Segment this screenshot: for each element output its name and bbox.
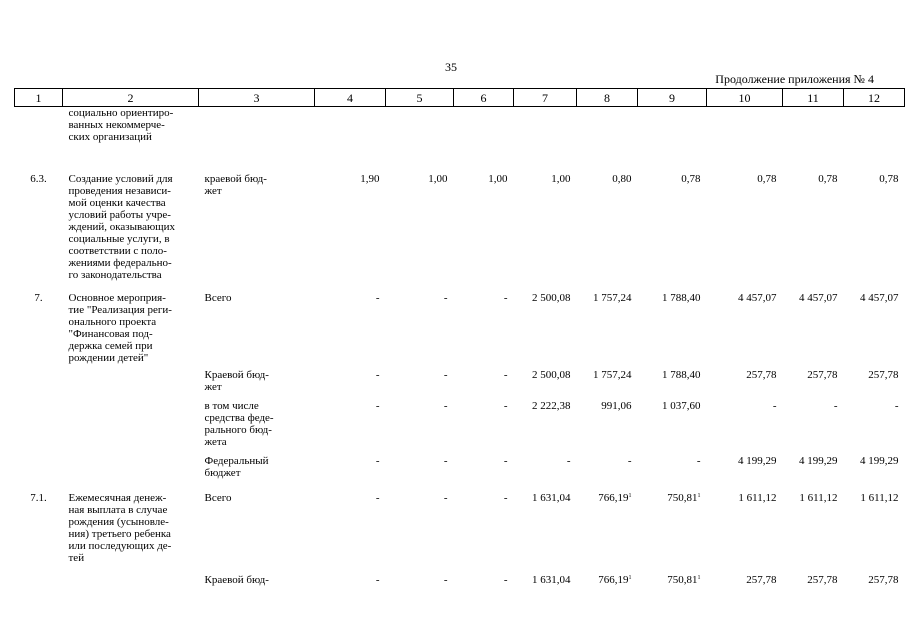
- value-cell: -: [503, 400, 508, 412]
- table-row: [15, 395, 905, 450]
- page-number: 35: [445, 60, 457, 74]
- value-cell: -: [443, 492, 448, 504]
- header-cell: 2: [63, 89, 199, 107]
- value-cell: -: [566, 455, 571, 467]
- row-number: 7.1.: [30, 492, 47, 504]
- funding-source: Краевой бюд-: [204, 574, 269, 586]
- measure-name: Создание условий для проведения независи- мой оценки качества условий работы учре- ждений, оказывающих социальные услуги, в соответствии с поло- жениями федерально- го законодательства: [68, 173, 176, 281]
- value-cell: 1 611,12: [860, 492, 899, 504]
- value-cell: 750,81$^1$: [667, 574, 701, 586]
- header-cell: 10: [707, 89, 783, 107]
- table-row: [15, 107, 905, 148]
- value-cell: 1 631,04: [532, 574, 571, 586]
- value-cell: [707, 107, 783, 148]
- footnote-marker: 1: [697, 493, 701, 499]
- budget-table: [14, 88, 905, 590]
- value-cell: -: [503, 292, 508, 304]
- value-cell: 0,78: [879, 173, 899, 185]
- value-cell: -: [503, 492, 508, 504]
- value-cell: 766,19$^1$: [598, 492, 632, 504]
- header-cell: 3: [199, 89, 315, 107]
- value-cell: 2 500,08: [532, 369, 571, 381]
- value-cell: -: [375, 574, 380, 586]
- table-row: [15, 450, 905, 479]
- header-cell: 6: [454, 89, 514, 107]
- value-cell: 1 611,12: [738, 492, 777, 504]
- continuation-label: Продолжение приложения № 4: [715, 72, 874, 86]
- value-cell: -: [375, 369, 380, 381]
- value-cell: 4 199,29: [799, 455, 838, 467]
- value-cell: 257,78: [746, 574, 777, 586]
- value-cell: 2 500,08: [532, 292, 571, 304]
- value-cell: 1 788,40: [662, 292, 701, 304]
- measure-name: [63, 395, 199, 450]
- header-cell: 5: [386, 89, 454, 107]
- row-number: [15, 564, 63, 590]
- measure-name: Основное мероприя- тие "Реализация реги- онального проекта "Финансовая под- держка семей при рождении детей": [68, 292, 172, 364]
- value-cell: 1,00: [551, 173, 571, 185]
- measure-name: социально ориентиро- ванных некоммерче- ских организаций: [68, 107, 174, 143]
- value-cell: 1,00: [488, 173, 508, 185]
- table-row: [15, 147, 905, 281]
- header-cell: 1: [15, 89, 63, 107]
- row-number: [15, 364, 63, 395]
- value-cell: 1 037,60: [662, 400, 701, 412]
- table-row: [15, 281, 905, 364]
- footnote-marker: 1: [628, 575, 632, 581]
- value-cell: 750,81$^1$: [667, 492, 701, 504]
- funding-source: Федеральный бюджет: [204, 455, 269, 479]
- table-row: [15, 479, 905, 564]
- value-cell: -: [503, 369, 508, 381]
- value-cell: 4 199,29: [738, 455, 777, 467]
- value-cell: 257,78: [746, 369, 777, 381]
- value-cell: -: [443, 369, 448, 381]
- header-cell: 4: [315, 89, 386, 107]
- value-cell: -: [375, 455, 380, 467]
- value-cell: -: [375, 400, 380, 412]
- value-cell: 766,19$^1$: [598, 574, 632, 586]
- value-cell: [514, 107, 577, 148]
- header-cell: 11: [783, 89, 844, 107]
- table-row: [15, 364, 905, 395]
- funding-source: краевой бюд- жет: [204, 173, 267, 197]
- funding-source: Краевой бюд- жет: [204, 369, 269, 393]
- value-cell: 4 457,07: [799, 292, 838, 304]
- header-cell: 12: [844, 89, 905, 107]
- value-cell: -: [696, 455, 701, 467]
- table-body: [15, 107, 905, 591]
- value-cell: 4 457,07: [860, 292, 899, 304]
- value-cell: 257,78: [807, 574, 838, 586]
- table-row: [15, 564, 905, 590]
- value-cell: 1 757,24: [593, 369, 632, 381]
- footnote-marker: 1: [697, 575, 701, 581]
- value-cell: 0,78: [818, 173, 838, 185]
- measure-name: [63, 564, 199, 590]
- funding-source: в том числе средства феде- рального бюд- жета: [204, 400, 274, 448]
- value-cell: -: [443, 574, 448, 586]
- row-number: [15, 107, 63, 148]
- row-number: 7.: [34, 292, 43, 304]
- measure-name: [63, 364, 199, 395]
- value-cell: -: [375, 492, 380, 504]
- value-cell: -: [443, 400, 448, 412]
- value-cell: -: [443, 292, 448, 304]
- row-number: [15, 450, 63, 479]
- value-cell: -: [503, 574, 508, 586]
- value-cell: 0,80: [612, 173, 632, 185]
- value-cell: 0,78: [757, 173, 777, 185]
- value-cell: -: [894, 400, 899, 412]
- footnote-marker: 1: [628, 493, 632, 499]
- row-number: 6.3.: [30, 173, 47, 185]
- value-cell: 257,78: [807, 369, 838, 381]
- value-cell: [783, 107, 844, 148]
- value-cell: 1 631,04: [532, 492, 571, 504]
- value-cell: 4 199,29: [860, 455, 899, 467]
- value-cell: 257,78: [868, 369, 899, 381]
- value-cell: 0,78: [681, 173, 701, 185]
- measure-name: Ежемесячная денеж- ная выплата в случае рождения (усыновле- ния) третьего ребенка или последующих де- тей: [68, 492, 172, 564]
- value-cell: 257,78: [868, 574, 899, 586]
- header-cell: 8: [577, 89, 638, 107]
- value-cell: -: [627, 455, 632, 467]
- value-cell: 991,06: [601, 400, 632, 412]
- value-cell: 1,90: [360, 173, 380, 185]
- value-cell: 2 222,38: [532, 400, 571, 412]
- header-cell: 7: [514, 89, 577, 107]
- funding-source: Всего: [204, 292, 232, 304]
- value-cell: -: [503, 455, 508, 467]
- value-cell: [315, 107, 386, 148]
- funding-source: Всего: [204, 492, 232, 504]
- header-row: [15, 89, 905, 107]
- measure-name: [63, 450, 199, 479]
- value-cell: -: [833, 400, 838, 412]
- value-cell: -: [375, 292, 380, 304]
- value-cell: [638, 107, 707, 148]
- value-cell: [454, 107, 514, 148]
- header-cell: 9: [638, 89, 707, 107]
- value-cell: -: [772, 400, 777, 412]
- value-cell: [577, 107, 638, 148]
- value-cell: [386, 107, 454, 148]
- value-cell: 1 611,12: [799, 492, 838, 504]
- value-cell: 1 757,24: [593, 292, 632, 304]
- value-cell: 1 788,40: [662, 369, 701, 381]
- value-cell: -: [443, 455, 448, 467]
- funding-source: [199, 107, 315, 148]
- row-number: [15, 395, 63, 450]
- value-cell: 1,00: [428, 173, 448, 185]
- value-cell: [844, 107, 905, 148]
- value-cell: 4 457,07: [738, 292, 777, 304]
